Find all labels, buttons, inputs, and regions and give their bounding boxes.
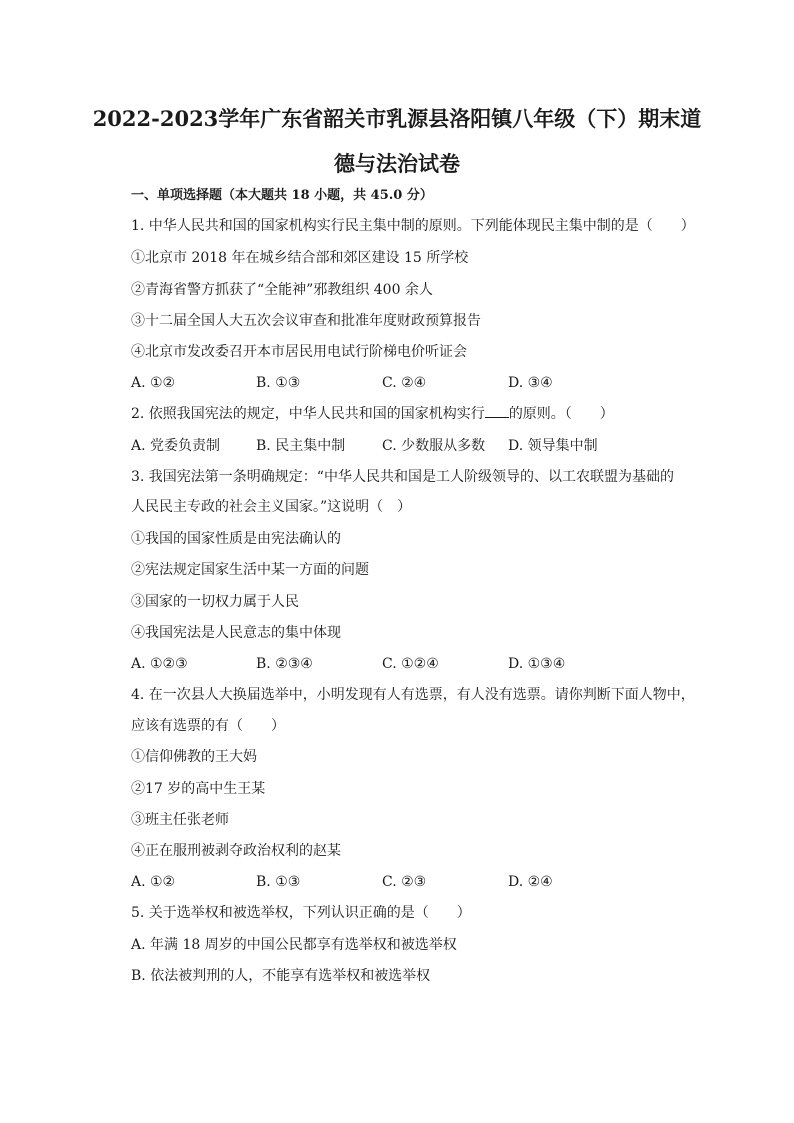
- question-4-stem-line-1: 4. 在一次县人大换届选举中，小明发现有人有选票，有人没有选票。请你判断下面人物中，: [131, 687, 695, 703]
- question-4-option-b: B. ①③: [256, 874, 301, 890]
- question-1-item-1: ①北京市 2018 年在城乡结合部和郊区建设 15 所学校: [131, 250, 469, 266]
- question-3-item-3: ③国家的一切权力属于人民: [131, 594, 299, 610]
- question-4-item-2: ②17 岁的高中生王某: [131, 781, 266, 797]
- question-5-stem: 5. 关于选举权和被选举权，下列认识正确的是（ ）: [131, 905, 471, 921]
- question-4-option-c: C. ②③: [382, 874, 427, 890]
- question-3-item-2: ②宪法规定国家生活中某一方面的问题: [131, 562, 369, 578]
- question-4-item-1: ①信仰佛教的王大妈: [131, 749, 257, 765]
- question-2-stem: [131, 405, 614, 423]
- question-1-item-3: ③十二届全国人大五次会议审查和批准年度财政预算报告: [131, 313, 481, 329]
- exam-title-line-2: 德与法治试卷: [334, 151, 460, 176]
- question-2-stem-before: 2. 依照我国宪法的规定，中华人民共和国的国家机构实行: [131, 406, 485, 422]
- question-4-stem-line-2: 应该有选票的有（ ）: [131, 718, 285, 734]
- question-3-option-c: C. ①②④: [382, 656, 439, 672]
- question-3-stem-line-2: 人民民主专政的社会主义国家。”这说明（ ）: [131, 499, 412, 515]
- question-3-item-1: ①我国的国家性质是由宪法确认的: [131, 531, 341, 547]
- question-1-stem: 1. 中华人民共和国的国家机构实行民主集中制的原则。下列能体现民主集中制的是（ ）: [131, 218, 695, 234]
- question-3-option-a: A. ①②③: [131, 656, 188, 672]
- question-3-option-b: B. ②③④: [256, 656, 313, 672]
- question-2-option-b: B. 民主集中制: [256, 438, 346, 454]
- question-5-option-a: A. 年满 18 周岁的中国公民都享有选举权和被选举权: [131, 937, 457, 953]
- question-1-option-a: A. ①②: [131, 375, 176, 391]
- question-1-item-4: ④北京市发改委召开本市居民用电试行阶梯电价听证会: [131, 344, 467, 360]
- question-1-item-2: ②青海省警方抓获了“全能神”邪教组织 400 余人: [131, 282, 433, 298]
- question-1-option-c: C. ②④: [382, 375, 427, 391]
- question-2-option-c: C. 少数服从多数: [382, 438, 486, 454]
- question-4-item-4: ④正在服刑被剥夺政治权利的赵某: [131, 843, 341, 859]
- question-2-blank: [485, 405, 509, 418]
- question-3-item-4: ④我国宪法是人民意志的集中体现: [131, 625, 341, 641]
- question-2-stem-after: 的原则。（ ）: [508, 406, 614, 422]
- question-3-stem-line-1: 3. 我国宪法第一条明确规定：“中华人民共和国是工人阶级领导的、以工农联盟为基础的: [131, 469, 674, 485]
- question-4-item-3: ③班主任张老师: [131, 812, 229, 828]
- exam-title-line-1: 2022-2023学年广东省韶关市乳源县洛阳镇八年级（下）期末道: [92, 106, 702, 131]
- question-3-option-d: D. ①③④: [508, 656, 566, 672]
- question-4-option-a: A. ①②: [131, 874, 176, 890]
- question-1-option-d: D. ③④: [508, 375, 553, 391]
- question-2-option-a: A. 党委负责制: [131, 438, 221, 454]
- question-2-option-d: D. 领导集中制: [508, 438, 598, 454]
- question-4-option-d: D. ②④: [508, 874, 553, 890]
- section-heading: 一、单项选择题（本大题共 18 小题，共 45.0 分）: [131, 188, 433, 203]
- question-5-option-b: B. 依法被判刑的人，不能享有选举权和被选举权: [131, 968, 431, 984]
- question-1-option-b: B. ①③: [256, 375, 301, 391]
